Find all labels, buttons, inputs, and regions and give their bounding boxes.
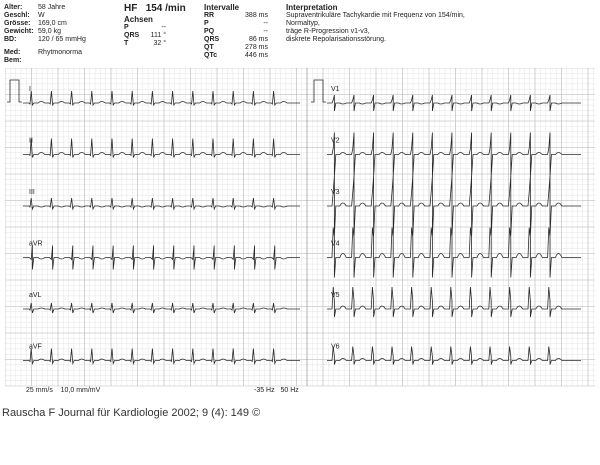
lead-label: V6 [331,343,340,351]
calibration-mark [7,80,22,102]
ecg-trace-precordial [327,287,581,317]
lead-label: aVF [29,343,42,351]
lead-label: V2 [331,137,340,145]
ecg-strip [5,68,595,398]
ecg-trace-precordial [327,347,581,365]
heart-rate-label: HF [124,3,138,14]
interval-qt-value: 278 ms [245,44,268,51]
age-value: 58 Jahre [38,4,66,11]
patient-row-height [4,20,86,28]
bem-label: Bem: [4,57,22,64]
lead-label: II [29,137,33,145]
source-caption: Rauscha F Journal für Kardiologie 2002; 9 (4): 149 © [2,407,261,419]
axis-t-value: 32 ° [153,40,166,47]
interval-qtc-label: QTc [204,52,218,59]
med-label: Med: [4,49,21,56]
ecg-trace-limb [23,139,300,158]
ecg-grid [5,68,595,398]
interval-qrs-label: QRS [204,36,220,43]
bp-label: BD: [4,36,17,43]
interval-pq-label: PQ [204,28,215,35]
lead-label: aVR [29,240,43,248]
heart-rate-block [124,3,186,48]
interval-rr-label: RR [204,12,215,19]
interpretation-title: Interpretation [286,3,338,12]
lead-label: I [29,86,31,93]
filter-settings [254,387,299,394]
interval-row-rr [204,12,268,20]
patient-row-weight [4,28,86,36]
weight-label: Gewicht: [4,28,34,35]
patient-row-med [4,49,86,57]
ecg-trace-limb [23,91,300,105]
lead-label: V1 [331,86,340,93]
interval-row-qt [204,44,268,52]
interpretation-line: diskrete Repolarisationsstörung. [286,36,386,43]
interpretation-line: träge R-Progression v1-v3, [286,28,370,35]
interval-row-qrs [204,36,268,44]
patient-row-bem [4,57,86,65]
patient-row-age [4,4,86,12]
lead-label: V5 [331,292,340,299]
interval-qrs-value: 86 ms [248,36,268,43]
interval-qtc-value: 446 ms [245,52,268,59]
interpretation-line: Normaltyp, [286,20,320,27]
intervals-title: Intervalle [204,3,240,12]
heart-rate [124,3,186,14]
paper-speed: 25 mm/s [26,387,53,394]
height-label: Grösse: [4,20,31,27]
patient-row-sex [4,12,86,20]
calibration-mark [311,80,326,102]
interval-qt-label: QT [204,44,214,51]
patient-row-bp [4,36,86,44]
ecg-trace-limb [23,198,300,209]
ecg-trace-precordial [327,133,581,177]
ecg-trace-limb [23,246,300,270]
axis-t-label: T [124,40,129,47]
interpretation-line: Supraventrikuläre Tachykardie mit Frequenz von 154/min, [286,12,465,19]
axis-row-p [124,24,186,32]
gain-setting: 10,0 mm/mV [60,387,101,394]
ecg-trace-precordial [327,95,581,111]
interval-row-p [204,20,268,28]
report-header [0,0,600,68]
ecg-grid-lines [5,68,595,386]
filter-mains: 50 Hz [280,387,299,394]
axis-qrs-label: QRS [124,32,140,39]
interval-p-value: -- [263,20,268,27]
ecg-trace-limb [23,349,300,364]
sex-label: Geschl: [4,12,30,19]
filter-low: -35 Hz [254,387,275,394]
axis-p-value: -- [161,24,166,31]
intervals-block [204,3,268,60]
interval-row-qtc [204,52,268,60]
patient-info [4,4,86,65]
calibration-pulse [7,80,326,102]
weight-value: 59,0 kg [38,28,61,35]
axes-title: Achsen [124,15,153,24]
heart-rate-value: 154 /min [145,3,186,14]
med-value: Rhytmonorma [38,49,82,56]
sex-value: W [38,12,45,19]
ecg-trace-precordial [327,228,581,278]
lead-label: V4 [331,240,340,248]
lead-label: V3 [331,189,340,196]
lead-label: III [29,189,35,196]
recording-settings [26,387,100,394]
interval-row-pq [204,28,268,36]
axis-qrs-value: 111 ° [150,32,166,39]
interval-rr-value: 388 ms [245,12,268,19]
age-label: Alter: [4,4,23,11]
lead-label: aVL [29,292,42,299]
axis-row-qrs [124,32,186,40]
axis-p-label: P [124,24,129,31]
height-value: 169,0 cm [38,20,67,27]
ecg-trace-limb [23,303,300,313]
bp-value: 120 / 65 mmHg [38,36,86,43]
lead-labels [29,86,340,351]
interval-pq-value: -- [263,28,268,35]
interpretation-block [286,3,465,44]
interval-p-label: P [204,20,209,27]
axis-row-t [124,40,186,48]
